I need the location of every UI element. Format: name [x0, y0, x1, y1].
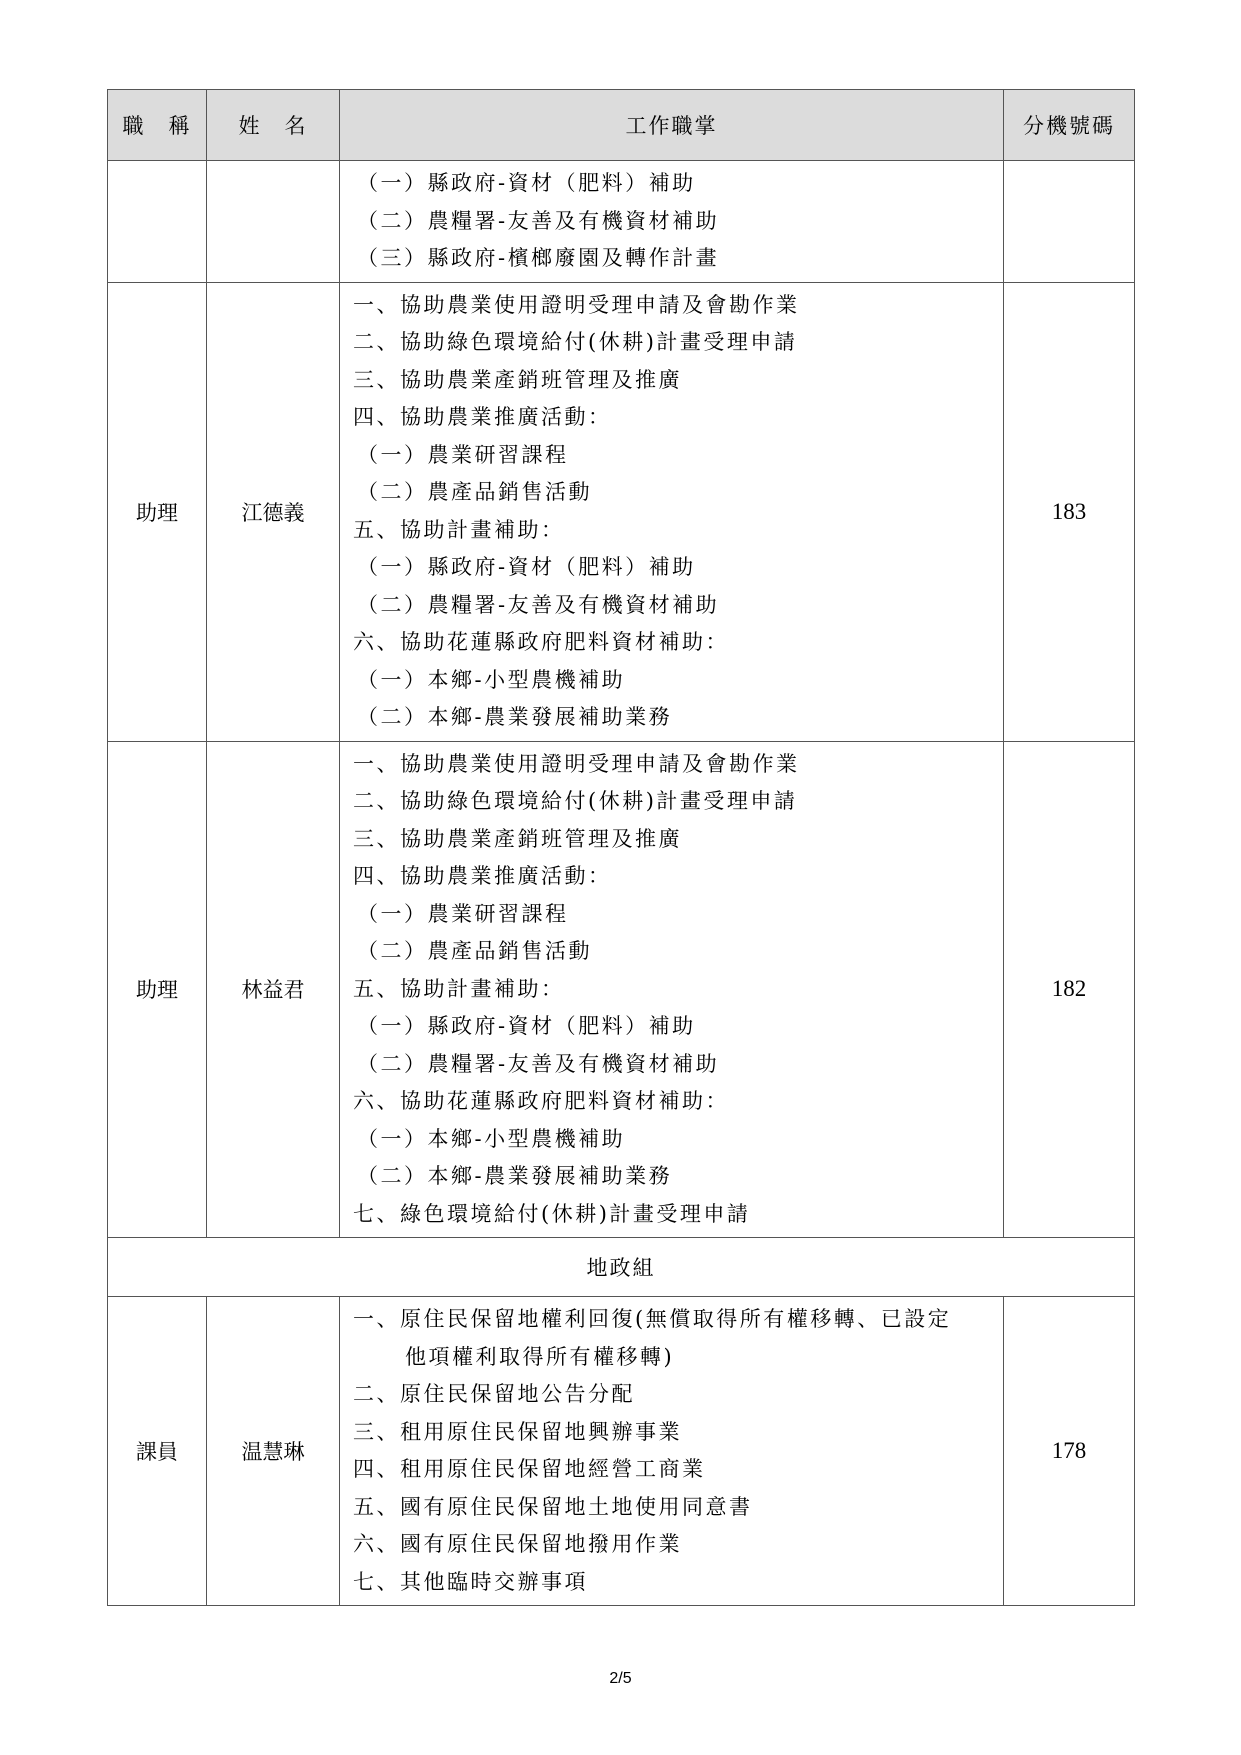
duty-table [107, 89, 1135, 1606]
header-extension: 分機號碼 [1004, 90, 1135, 161]
header-row [108, 90, 1135, 161]
duty-item: 二、協助綠色環境給付(休耕)計畫受理申請 [353, 789, 798, 813]
staff-extension: 183 [1004, 282, 1135, 741]
staff-name: 温慧琳 [207, 1297, 340, 1606]
duty-list [340, 282, 1004, 741]
page-number: 2/5 [609, 1670, 632, 1687]
staff-title: 助理 [108, 741, 207, 1238]
section-row [108, 1238, 1135, 1297]
duty-item: （二）農產品銷售活動 [357, 480, 592, 504]
table-row [108, 1297, 1135, 1606]
duty-list [340, 741, 1004, 1238]
duty-item: 三、租用原住民保留地興辦事業 [353, 1419, 682, 1444]
duty-item: （一）本鄉-小型農機補助 [357, 667, 626, 692]
staff-name: 林益君 [207, 741, 340, 1238]
duty-item: （二）本鄉-農業發展補助業務 [357, 1164, 673, 1188]
header-duties: 工作職掌 [340, 90, 1004, 161]
duty-item: （一）縣政府-資材（肥料）補助 [357, 171, 696, 195]
duty-item: （二）農產品銷售活動 [357, 939, 592, 963]
duty-item: 四、協助農業推廣活動： [353, 405, 612, 429]
duty-item: 一、原住民保留地權利回復(無償取得所有權移轉、已設定 [353, 1307, 952, 1331]
table-row [108, 741, 1135, 1238]
staff-extension [1004, 161, 1135, 283]
duty-list [340, 1297, 1004, 1606]
staff-extension: 178 [1004, 1297, 1135, 1606]
staff-name [207, 161, 340, 283]
duty-item: （二）農糧署-友善及有機資材補助 [357, 208, 720, 233]
section-title: 地政組 [108, 1238, 1135, 1297]
duty-item: （二）本鄉-農業發展補助業務 [357, 705, 673, 729]
duty-item: 二、原住民保留地公告分配 [353, 1382, 635, 1406]
duty-item: 六、協助花蓮縣政府肥料資材補助： [353, 630, 729, 654]
table-header [108, 90, 1135, 161]
duty-item: 二、協助綠色環境給付(休耕)計畫受理申請 [353, 330, 798, 354]
duty-list [340, 161, 1004, 283]
duty-item: 六、國有原住民保留地撥用作業 [353, 1532, 682, 1556]
duty-item: 一、協助農業使用證明受理申請及會勘作業 [353, 292, 800, 317]
staff-extension: 182 [1004, 741, 1135, 1238]
duty-item: （一）縣政府-資材（肥料）補助 [357, 1014, 696, 1038]
table-row [108, 282, 1135, 741]
staff-title: 課員 [108, 1297, 207, 1606]
duty-item: 七、綠色環境給付(休耕)計畫受理申請 [353, 1201, 751, 1226]
duty-item: 四、租用原住民保留地經營工商業 [353, 1457, 706, 1481]
duty-item: 一、協助農業使用證明受理申請及會勘作業 [353, 751, 800, 776]
duty-item: （二）農糧署-友善及有機資材補助 [357, 1051, 720, 1076]
duty-item: 七、其他臨時交辦事項 [353, 1569, 588, 1594]
duty-item: 三、協助農業產銷班管理及推廣 [353, 826, 682, 851]
duty-item: 三、協助農業產銷班管理及推廣 [353, 367, 682, 392]
staff-name: 江德義 [207, 282, 340, 741]
duty-item: （一）縣政府-資材（肥料）補助 [357, 555, 696, 579]
duty-item: （三）縣政府-檳榔廢園及轉作計畫 [357, 246, 720, 270]
table-row [108, 161, 1135, 283]
duty-item: （一）本鄉-小型農機補助 [357, 1126, 626, 1151]
duty-item: 五、協助計畫補助： [353, 517, 565, 542]
duty-item: 五、協助計畫補助： [353, 976, 565, 1001]
staff-title: 助理 [108, 282, 207, 741]
duty-item: 四、協助農業推廣活動： [353, 864, 612, 888]
duty-item: 六、協助花蓮縣政府肥料資材補助： [353, 1089, 729, 1113]
duty-item: 他項權利取得所有權移轉) [405, 1344, 675, 1369]
duty-item: 五、國有原住民保留地土地使用同意書 [353, 1494, 753, 1519]
header-name: 姓 名 [207, 90, 340, 161]
duty-item: （二）農糧署-友善及有機資材補助 [357, 592, 720, 617]
duty-item: （一）農業研習課程 [357, 901, 569, 926]
header-title: 職 稱 [108, 90, 207, 161]
duty-item: （一）農業研習課程 [357, 442, 569, 467]
staff-title [108, 161, 207, 283]
